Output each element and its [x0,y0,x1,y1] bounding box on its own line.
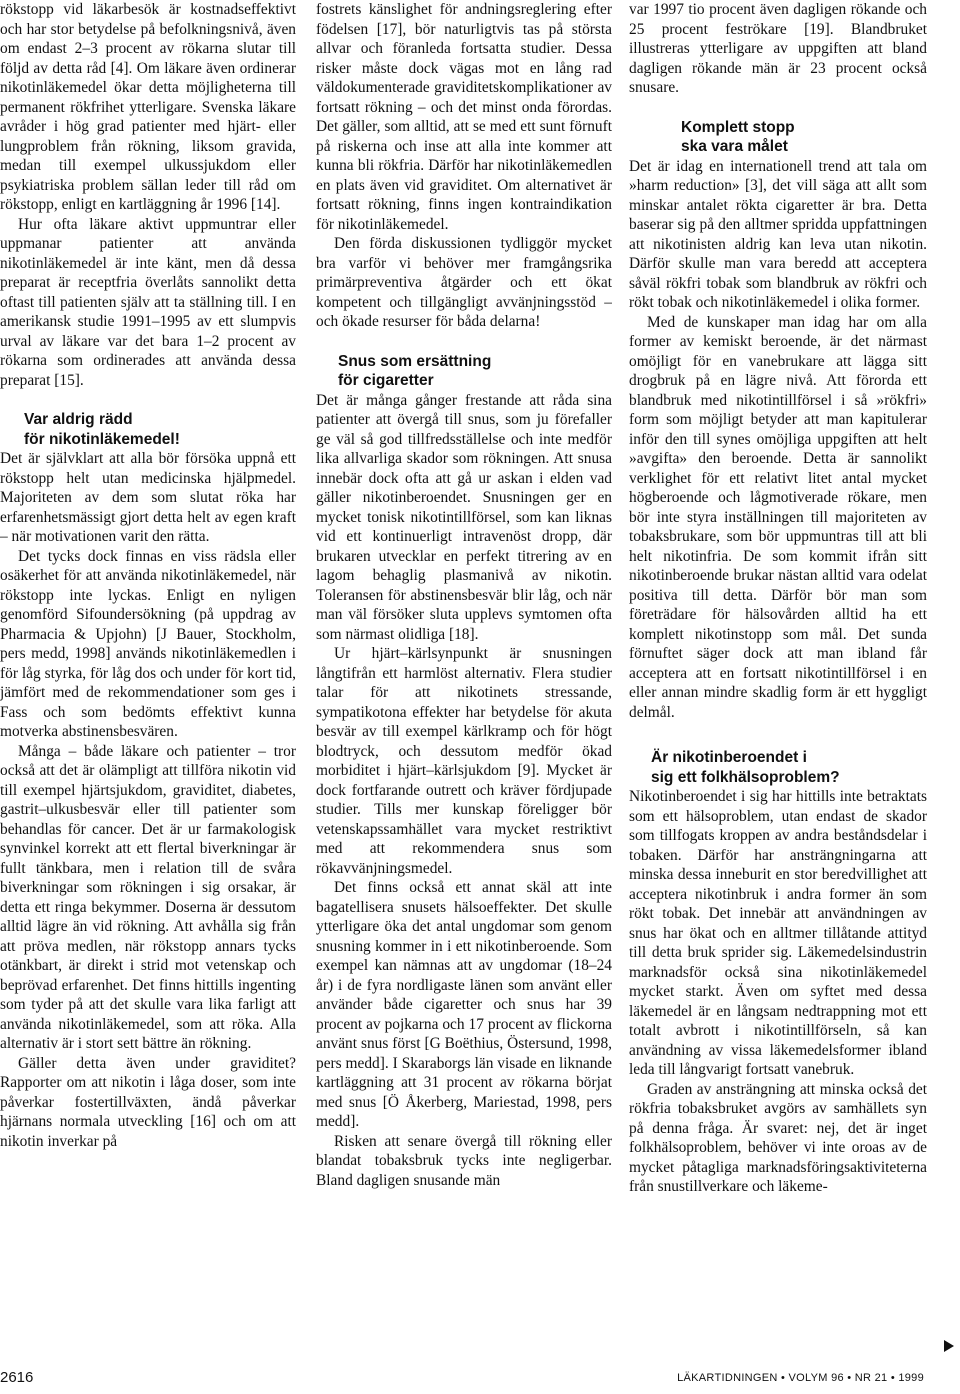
text-column-3 [629,0,927,1360]
body-paragraph: Gäller detta även under graviditet? Rapporter om att nikotin i låga doser, som inte påverkar fostertillväxten, ändå påverkar hjärnans normala utveckling [16] och om att nikotin inverkar på [0,1054,296,1150]
section-heading [338,352,612,391]
page-number: 2616 [0,1369,34,1386]
body-paragraph: Den förda diskussionen tydliggör mycket bra varför vi behöver mer framgångsrika primärpreventiva åtgärder och ett ökat kompetent och tillgängligt avvänjningsstöd – och ökade resurser för båda delarna! [316,235,612,330]
section-heading [24,410,296,449]
body-paragraph: Det tycks dock finnas en viss rädsla eller osäkerhet för att använda nikotinläkemedel, när rökstopp inte lyckas. Enligt en nyligen genomförd Sifoundersökning (på uppdrag av Pharmacia & Upjohn) [J Bauer, Stockholm, pers medd, 1998] används nikotinläkemedlen i för låg styrka, för låg dos och under för kort tid, jämfört med de rekommendationer som ges i Fass och som bedömts effektivt kunna motverka abstinensbesvären. [0,547,296,740]
body-paragraph: Ur hjärt–kärlsynpunkt är snusningen långtifrån ett harmlöst alternativ. Flera studier talar för att nikotinets stressande, sympatikotona effekter har betydelse för akuta besvär av till exempel kärlkramp och för högt blodtryck, och dessutom medför ökad morbiditet i hjärt–kärlsjukdom [9]. Mycket är dock fortfarande outrett och kräver fördjupade studier. Tills mer kunskap föreligger bör vetenskapssamhället vara mycket restriktivt med att rekommendera snus som rökavvänjningsmedel. [316,645,612,877]
section-heading-line: sig ett folkhälsoproblem? [651,768,840,786]
section-heading [681,118,927,157]
section-heading-line: Komplett stopp [681,118,795,136]
body-paragraph: Många – både läkare och patienter – tror också att det är olämpligt att tillföra nikotin vid till exempel hjärtsjukdom, graviditet, diabetes, gastrit–ulkusbesvär eller till patienter som behandlas för cancer. Det är ur farmakologisk synvinkel korrekt att ett flertal biverkningar är fullt tänkbara, men i relation till de svåra biverkningar som rökningen i sig orsakar, är detta ett ringa bekymmer. Doserna är dessutom alltid lägre än vid rökning. Att avhålla sig från att pröva medlen, när rökstopp annars tycks otänkbart, är direkt i strid mot vetenskap och beprövad erfarenhet. Det finns hittills ingenting som tyder på att det skulle vara lika farligt att använda nikotinläkemedel, som att röka. Alla alternativ är i stort sett bättre än rökning. [0,742,296,1052]
section-heading-line: Var aldrig rädd [24,411,133,428]
text-column-1 [0,0,296,1360]
section-heading-line: ska vara målet [681,138,788,155]
body-paragraph: Det finns också ett annat skäl att inte bagatellisera snusets hälsoeffekter. Det skulle ytterligare öka det antal ungdomar som genom snusning kommer in i ett nikotinberoende. Som exempel kan nämnas att av ungdomar (18–24 år) i de fyra nordligaste länen som använt eller använder både cigaretter och snus har 39 procent av pojkarna och 17 procent av flickorna använt snus först [G Boëthius, Östersund, 1998, pers medd]. I Skaraborgs län visade en liknande kartläggning att 31 procent av rökarna börjat med snus [Ö Åkerberg, Mariestad, 1998, pers medd]. [316,879,612,1130]
body-paragraph: Risken att senare övergå till rökning eller blandat tobaksbruk tycks inte negligerbar. Bland dagligen snusande män [316,1132,612,1189]
body-paragraph: var 1997 tio procent även dagligen rökande och 25 procent feströkare [19]. Blandbruket illustreras ytterligare av uppgiften att bland dagligen rökande män är 23 procent också snusare. [629,1,927,96]
text-column-2 [316,0,612,1360]
section-heading [651,748,927,787]
body-paragraph: Graden av ansträngning att minska också det rökfria tobaksbruket avgörs av samhällets syn på denna fråga. Är svaret: nej, det är inget folkhälsoproblem, behöver vi inte oroas av de mycket påtagliga marknadsföringsaktiviteterna från snustillverkare och läkeme- [629,1080,927,1195]
journal-info: LÄKARTIDNINGEN • VOLYM 96 • NR 21 • 1999 [677,1372,924,1384]
body-paragraph: Det är många gånger frestande att råda sina patienter att övergå till snus, som ju förefaller ge väl så god tillfredsställelse och inte medför lika allvarliga skador som rökningen. Att snusa innebär dock ofta att gå ur askan i elden vad gäller nikotinberoendet. Snusningen ger en mycket tonisk nikotintillförsel, som kan liknas vid ett kontinuerligt intravenöst dropp, där brukaren utvecklar en perfekt titrering av en lagom behaglig plasmanivå av nikotin. Toleransen för abstinensbesvär blir låg, och när man väl försöker sluta upplevs symtomen ofta som närmast olidliga [18]. [316,391,612,643]
continue-arrow-icon [944,1340,954,1352]
page-footer [0,1368,924,1388]
body-paragraph: Det är idag en internationell trend att tala om »harm reduction» [3], det vill säga att allt som minskar antalet rökta cigaretter är bra. Detta baserar sig på den alltmer spridda uppfattningen att nikotinisten aldrig kan leva utan nikotin. Därför skulle man vara beredd att acceptera såväl rökfri tobak som blandbruk av rökfri och rökt tobak och nikotinläkemedel i olika former. [629,157,927,311]
body-paragraph: Med de kunskaper man idag har om alla former av kemiskt beroende, är det närmast omöjligt för en vanebrukare att lägga sitt drogbruk på en lägre nivå. Att förorda ett blandbruk med nikotintillförsel i så »rökfri» form som möjligt betyder att man kapitulerar inför den till synes omöjliga uppgiften att helt »avgifta» den beroende. Detta är sannolikt verklighet för ett relativt litet antal mycket högberoende och lågmotiverade rökare, men bör inte styra inställningen till majoriteten av tobaksbrukare, som bör uppmuntras till att bli helt nikotinfria. De som kommit ifrån sitt nikotinberoende brukar nästan alltid vara odelat positiva till detta. Därför bör man som företrädare för hälsovården alltid ha ett komplett nikotinstopp som mål. Det sunda förnuftet säger dock att man ibland får acceptera att en fortsatt nikotintillförsel i en eller annan mindre skadlig form är ett hyggligt delmål. [629,313,927,721]
body-paragraph: Det är självklart att alla bör försöka uppnå ett rökstopp helt utan medicinska hjälpmedel. Majoriteten av dem som slutat röka har erfarenhetsmässigt gjort detta helt av egen kraft – när motivationen varit den rätta. [0,450,296,545]
body-paragraph: Hur ofta läkare aktivt uppmuntrar eller uppmanar patienter att använda nikotinläkemedel är inte känt, men då dessa preparat är receptfria överlåts sannolikt detta oftast till patienten själv att ta ställning till. I en amerikansk studie 1991–1995 av ett slumpvis urval av läkare var det bara 1–2 procent av rökarna som ordinerades att använda dessa preparat [15]. [0,215,296,389]
body-paragraph: Nikotinberoendet i sig har hittills inte betraktats som ett hälsoproblem, utan endast de skador som tillfogats kroppen av andra beståndsdelar i tobaken. Därför har ansträngningarna att minska dessa inneburit en stor beredvillighet att acceptera nikotinbruk i andra former än som rökt tobak. Det innebär att användningen av snus har ökat och en alltmer tillåtande attityd till detta bruk sprider sig. Läkemedelsindustrin marknadsför också sina nikotinläkemedel mycket starkt. Även om syftet med dessa läkemedel är en långsam nedtrappning mot ett totalt avbrott i nikotintillförseln, så kan användning av vissa läkemedelsformer ibland leda till långvarigt fortsatt vanebruk. [629,788,927,1078]
body-paragraph: rökstopp vid läkarbesök är kostnadseffektivt och har stor betydelse på befolkningsnivå, även om endast 2–3 procent av rökarna slutar till följd av detta råd [4]. Om läkare även ordinerar nikotinläkemedel ökar detta möjligheterna till permanent rökfrihet ytterligare. Svenska läkare avråder i hög grad patienter med hjärt- eller lungproblem från rökning, liksom gravida, medan till exempel ulkussjukdom eller psykiatriska problem sällan leder till råd om rökstopp, enligt en kartläggning år 1996 [14]. [0,1,296,213]
body-paragraph: fostrets känslighet för andningsreglering efter födelsen [17], bör naturligtvis tas på största allvar och föranleda fortsatta studier. Dessa risker måste dock vägas mot en lång rad väldokumenterade graviditetskomplikationer av fortsatt rökning – och det minst onda förordas. Det gäller, som alltid, att se med ett sunt förnuft på riskerna och inse att alla inte kommer att kunna bli rökfria. Därför har nikotinläkemedlen en plats även vid graviditet. Om alternativet är fortsatt rökning, finns ingen kontraindikation för nikotinläkemedel. [316,1,612,233]
section-heading-line: för cigaretter [338,372,434,389]
section-heading-line: Är nikotinberoendet i [651,749,807,766]
section-heading-line: för nikotinläkemedel! [24,430,180,448]
section-heading-line: Snus som ersättning [338,352,492,370]
